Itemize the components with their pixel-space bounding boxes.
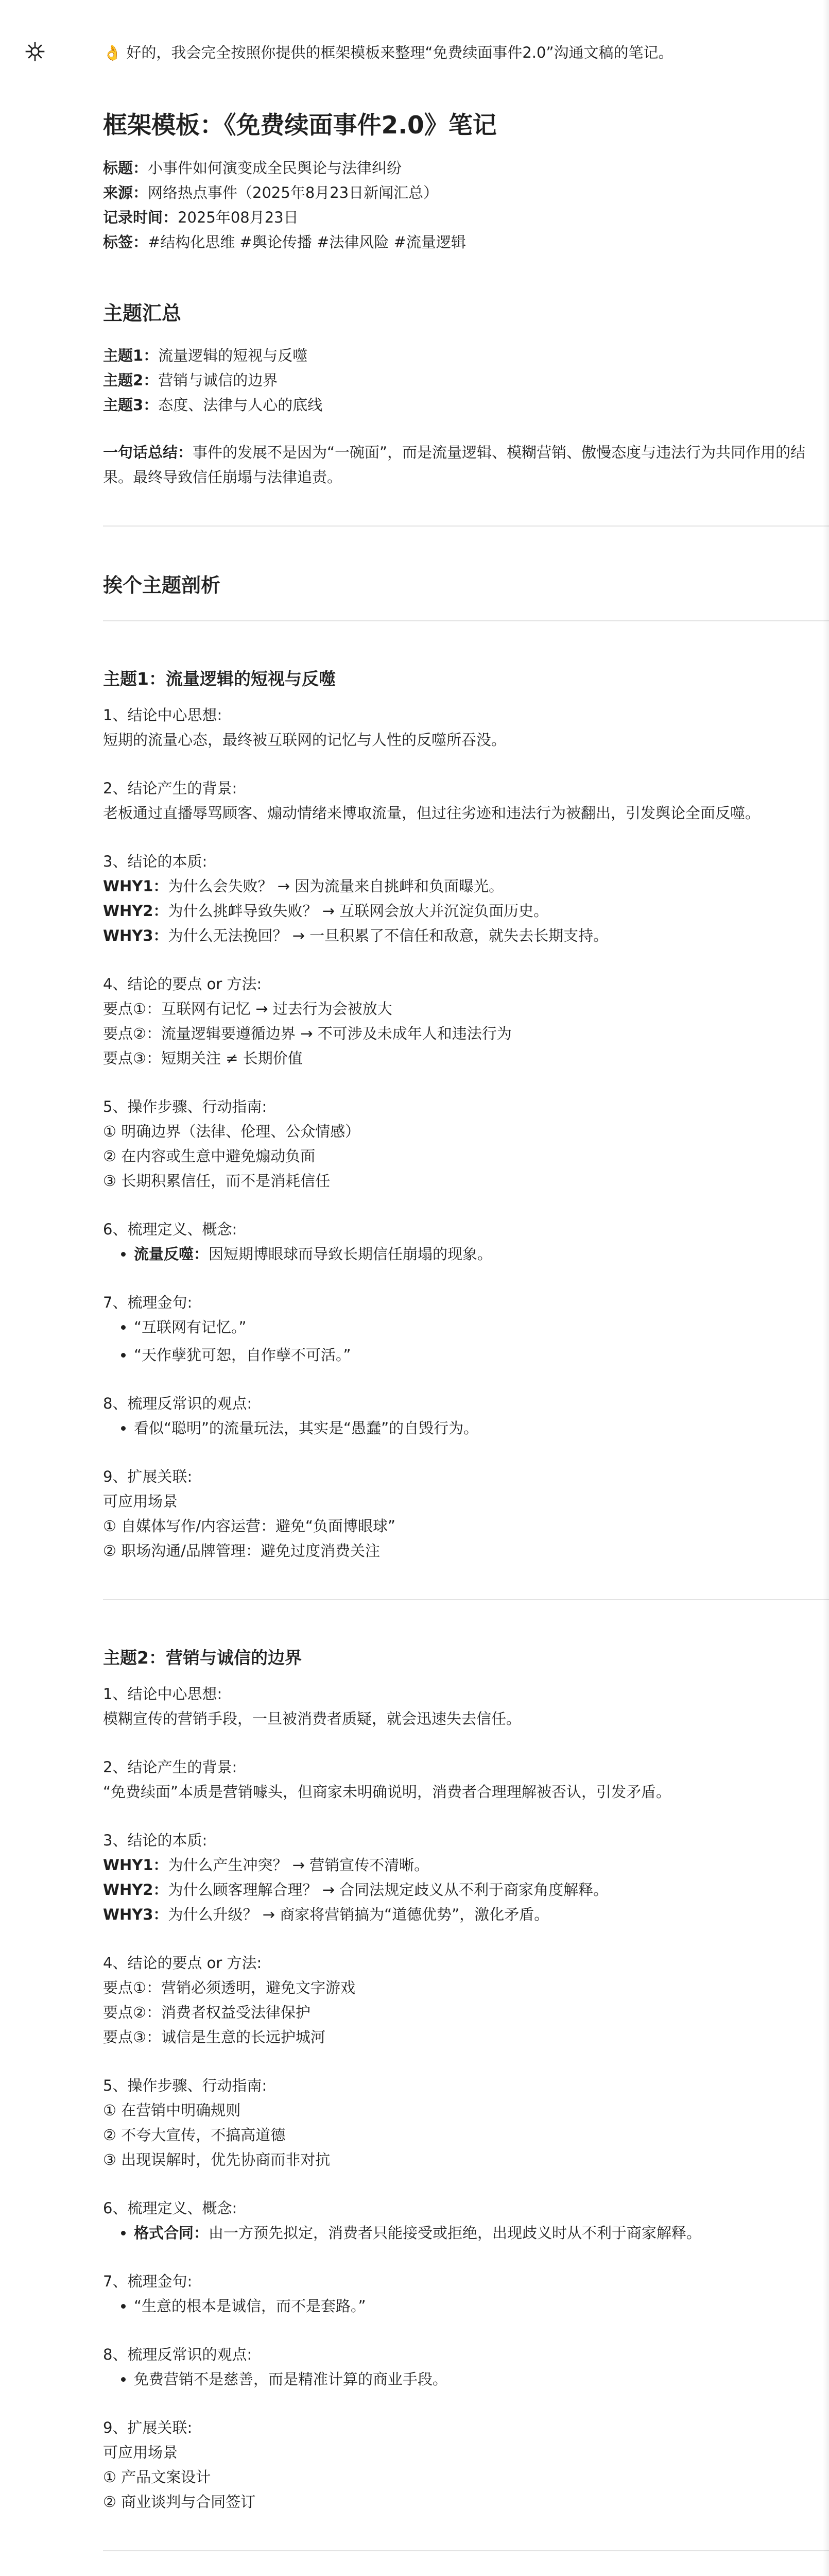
assistant-logo-icon (21, 37, 49, 66)
action-item: ③ 长期积累信任，而不是消耗信任 (103, 1172, 331, 1190)
step-5: 5、操作步骤、行动指南: ① 在营销中明确规则 ② 不夸大宣传，不搞高道德 ③ 出现误解时，优先协商而非对抗 (103, 2073, 829, 2172)
analysis-heading: 挨个主题剖析 (103, 574, 221, 597)
step-2: 2、结论产生的背景: “免费续面”本质是营销噱头，但商家未明确说明，消费者合理理解被否认，引发矛盾。 (103, 1758, 671, 1801)
divider (103, 620, 829, 621)
list-item: • 免费营销不是慈善，而是精准计算的商业手段。 (134, 2367, 829, 2392)
meta-tags: 标签：#结构化思维 #舆论传播 #法律风险 #流量逻辑 (103, 233, 466, 251)
theme-section-2 (103, 1645, 829, 2514)
sections (103, 666, 829, 2576)
action-item: ② 不夸大宣传，不搞高道德 (103, 2126, 286, 2144)
list-item: • “天作孽犹可恕，自作孽不可活。” (134, 1343, 829, 1367)
why-item: WHY3：为什么无法挽回？ → 一旦积累了不信任和敌意，就失去长期支持。 (103, 927, 609, 944)
theme-3: 主题3：态度、法律与人心的底线 (103, 396, 323, 414)
section-title: 主题2：营销与诚信的边界 (103, 1648, 302, 1668)
theme-list (103, 343, 829, 417)
counter-list (103, 2367, 829, 2392)
point-item: 要点③：诚信是生意的长远护城河 (103, 2028, 325, 2046)
meta-title: 标题：小事件如何演变成全民舆论与法律纠纷 (103, 159, 402, 177)
scene-item: ② 商业谈判与合同签订 (103, 2493, 256, 2511)
divider (103, 2550, 829, 2551)
theme-2: 主题2：营销与诚信的边界 (103, 371, 278, 389)
intro-text: 👌 好的，我会完全按照你提供的框架模板来整理“免费续面事件2.0”沟通文稿的笔记。 (103, 44, 673, 61)
one-line-summary: 一句话总结：事件的发展不是因为“一碗面”，而是流量逻辑、模糊营销、傲慢态度与违法行为共同作用的结果。最终导致信任崩塌与法律追责。 (103, 444, 806, 486)
step-6: 6、梳理定义、概念: • 流量反噬：因短期博眼球而导致长期信任崩塌的现象。 (103, 1217, 829, 1266)
theme-1: 主题1：流量逻辑的短视与反噬 (103, 347, 308, 364)
list-item: • 流量反噬：因短期博眼球而导致长期信任崩塌的现象。 (134, 1242, 829, 1266)
list-item: • 看似“聪明”的流量玩法，其实是“愚蠢”的自毁行为。 (134, 1416, 829, 1440)
meta-block (103, 156, 829, 255)
action-item: ① 明确边界（法律、伦理、公众情感） (103, 1123, 360, 1140)
why-item: WHY2：为什么挑衅导致失败？ → 互联网会放大并沉淀负面历史。 (103, 902, 549, 920)
quote-list (103, 1315, 829, 1367)
list-item: • 格式合同：由一方预先拟定，消费者只能接受或拒绝，出现歧义时从不利于商家解释。 (134, 2221, 829, 2245)
action-item: ③ 出现误解时，优先协商而非对抗 (103, 2151, 331, 2168)
counter-list (103, 1416, 829, 1440)
action-item: ② 在内容或生意中避免煽动负面 (103, 1147, 316, 1165)
step-8: 8、梳理反常识的观点: • 看似“聪明”的流量玩法，其实是“愚蠢”的自毁行为。 (103, 1391, 829, 1440)
scene-item: ① 自媒体写作/内容运营：避免“负面博眼球” (103, 1517, 396, 1535)
step-4: 4、结论的要点 or 方法: 要点①：营销必须透明，避免文字游戏 要点②：消费者权益受法律保护 要点③：诚信是生意的长远护城河 (103, 1951, 829, 2049)
theme-section-1 (103, 666, 829, 1563)
step-7: 7、梳理金句: • “互联网有记忆。” • “天作孽犹可恕，自作孽不可活。” (103, 1290, 829, 1367)
step-8: 8、梳理反常识的观点: • 免费营销不是慈善，而是精准计算的商业手段。 (103, 2342, 829, 2392)
point-item: 要点②：流量逻辑要遵循边界 → 不可涉及未成年人和违法行为 (103, 1025, 512, 1042)
list-item: • “互联网有记忆。” (134, 1315, 829, 1340)
step-3: 3、结论的本质: WHY1：为什么产生冲突？ → 营销宣传不清晰。 WHY2：为什么顾客理解合理？ → 合同法规定歧义从不利于商家角度解释。 WHY3：为什么升级？ → 商家将营销搞为“道德优势”，激化矛盾。 (103, 1828, 829, 1927)
section-title: 主题1：流量逻辑的短视与反噬 (103, 669, 336, 689)
definition-list (103, 1242, 829, 1266)
point-item: 要点①：营销必须透明，避免文字游戏 (103, 1979, 355, 1996)
step-5: 5、操作步骤、行动指南: ① 明确边界（法律、伦理、公众情感） ② 在内容或生意中避免煽动负面 ③ 长期积累信任，而不是消耗信任 (103, 1094, 829, 1193)
point-item: 要点③：短期关注 ≠ 长期价值 (103, 1049, 303, 1067)
meta-source: 来源：网络热点事件（2025年8月23日新闻汇总） (103, 184, 439, 201)
meta-time: 记录时间：2025年08月23日 (103, 209, 299, 226)
why-item: WHY3：为什么升级？ → 商家将营销搞为“道德优势”，激化矛盾。 (103, 1906, 549, 1923)
quote-list (103, 2294, 829, 2318)
summary-heading: 主题汇总 (103, 302, 182, 325)
why-item: WHY1：为什么会失败？ → 因为流量来自挑衅和负面曝光。 (103, 877, 504, 895)
step-4: 4、结论的要点 or 方法: 要点①：互联网有记忆 → 过去行为会被放大 要点②：流量逻辑要遵循边界 → 不可涉及未成年人和违法行为 要点③：短期关注 ≠ 长期价值 (103, 972, 829, 1071)
step-9: 9、扩展关联: 可应用场景 ① 自媒体写作/内容运营：避免“负面博眼球” ② 职场沟通/品牌管理：避免过度消费关注 (103, 1464, 829, 1563)
point-item: 要点②：消费者权益受法律保护 (103, 2004, 310, 2021)
divider (103, 1599, 829, 1600)
step-6: 6、梳理定义、概念: • 格式合同：由一方预先拟定，消费者只能接受或拒绝，出现歧义时从不利于商家解释。 (103, 2196, 829, 2245)
step-2: 2、结论产生的背景: 老板通过直播辱骂顾客、煽动情绪来博取流量，但过往劣迹和违法行为被翻出，引发舆论全面反噬。 (103, 779, 761, 822)
step-1: 1、结论中心思想: 模糊宣传的营销手段，一旦被消费者质疑，就会迅速失去信任。 (103, 1685, 522, 1727)
page-title: 框架模板：《免费续面事件2.0》笔记 (103, 111, 497, 140)
list-item: • “生意的根本是诚信，而不是套路。” (134, 2294, 829, 2318)
scene-item: ① 产品文案设计 (103, 2468, 211, 2486)
assistant-message (103, 37, 829, 2576)
divider (103, 526, 829, 527)
scroll-edge (823, 0, 829, 2576)
action-item: ① 在营销中明确规则 (103, 2102, 241, 2119)
point-item: 要点①：互联网有记忆 → 过去行为会被放大 (103, 1000, 392, 1018)
why-item: WHY1：为什么产生冲突？ → 营销宣传不清晰。 (103, 1856, 429, 1874)
step-1: 1、结论中心思想: 短期的流量心态，最终被互联网的记忆与人性的反噬所吞没。 (103, 706, 507, 749)
why-item: WHY2：为什么顾客理解合理？ → 合同法规定歧义从不利于商家角度解释。 (103, 1881, 609, 1899)
step-7: 7、梳理金句: • “生意的根本是诚信，而不是套路。” (103, 2269, 829, 2318)
step-9: 9、扩展关联: 可应用场景 ① 产品文案设计 ② 商业谈判与合同签订 (103, 2415, 829, 2514)
definition-list (103, 2221, 829, 2245)
step-3: 3、结论的本质: WHY1：为什么会失败？ → 因为流量来自挑衅和负面曝光。 WHY2：为什么挑衅导致失败？ → 互联网会放大并沉淀负面历史。 WHY3：为什么无法挽回？ → 一旦积累了不信任和敌意，就失去长期支持。 (103, 849, 829, 948)
scene-item: ② 职场沟通/品牌管理：避免过度消费关注 (103, 1542, 380, 1560)
